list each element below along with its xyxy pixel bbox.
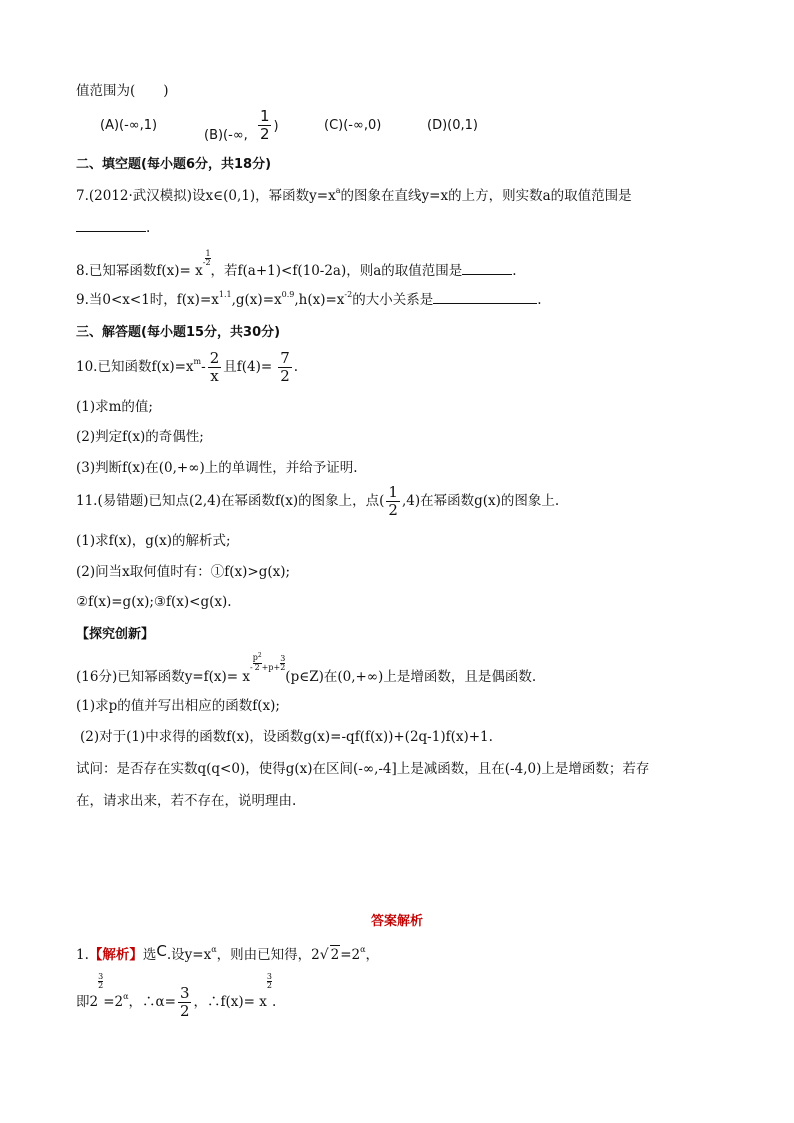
question-text: 8.已知幂函数f(x)= x bbox=[76, 263, 203, 279]
question-10 bbox=[76, 350, 298, 386]
question-text: 10.已知函数f(x)=x bbox=[76, 359, 194, 375]
question-12-part-3-cont: 在，请求出来，若不存在，说明理由. bbox=[76, 793, 297, 809]
answer-text: 即2 bbox=[76, 994, 99, 1010]
question-text: ,h(x)=x bbox=[294, 292, 345, 308]
question-10-part-2: (2)判定f(x)的奇偶性; bbox=[76, 429, 204, 445]
question-text: 11.(易错题)已知点(2,4)在幂函数f(x)的图象上，点( bbox=[76, 493, 385, 509]
answer-text: ，∴f(x)= x bbox=[193, 994, 267, 1010]
exponent: 1.1 bbox=[218, 290, 232, 299]
fraction-one-half: $\frac{1}{2}$ bbox=[388, 483, 398, 519]
question-text: - bbox=[201, 359, 206, 375]
question-7 bbox=[76, 187, 632, 207]
question-8 bbox=[76, 249, 517, 280]
answer-text: =2 bbox=[103, 994, 124, 1010]
question-text: ，若f(a+1)<f(10-2a)，则a的取值范围是 bbox=[210, 263, 463, 279]
exponent: -2 bbox=[344, 290, 353, 299]
option-b bbox=[204, 108, 279, 143]
exponent: α bbox=[123, 992, 129, 1001]
question-11 bbox=[76, 484, 559, 519]
answer-text: 选 bbox=[142, 947, 157, 963]
question-text: 9.当0<x<1时，f(x)=x bbox=[76, 292, 219, 308]
question-text: ,4)在幂函数g(x)的图象上. bbox=[401, 493, 560, 509]
question-text: 值范围为( bbox=[76, 83, 136, 99]
analysis-tag: 【解析】 bbox=[88, 947, 143, 963]
answer-section-title: 答案解析 bbox=[370, 914, 423, 929]
question-7-answer-line bbox=[76, 219, 150, 237]
punctuation: . bbox=[293, 359, 299, 375]
question-10-part-1: (1)求m的值; bbox=[76, 399, 153, 415]
exponent-three-half: $\frac{3}{2}$ bbox=[266, 972, 272, 990]
sqrt-icon: √ bbox=[319, 947, 329, 963]
answer-choice: C bbox=[156, 942, 167, 960]
exponent: α bbox=[211, 945, 217, 954]
question-text: ) bbox=[163, 83, 169, 99]
answer-text: .设y=x bbox=[166, 947, 212, 963]
question-text: 的大小关系是 bbox=[352, 292, 434, 308]
option-b-close: ) bbox=[273, 119, 279, 134]
option-a: (A)(-∞,1) bbox=[100, 118, 158, 133]
section-heading-explore: 【探究创新】 bbox=[76, 627, 155, 642]
exponent-neg-half: - $\frac{1}{2}$ bbox=[202, 249, 211, 267]
punctuation: . bbox=[271, 994, 277, 1010]
exponent: m bbox=[193, 357, 202, 366]
option-c: (C)(-∞,0) bbox=[324, 118, 382, 133]
question-9 bbox=[76, 291, 542, 311]
question-11-part-3: ②f(x)=g(x);③f(x)<g(x). bbox=[76, 594, 232, 610]
question-11-part-1: (1)求f(x)，g(x)的解析式; bbox=[76, 533, 231, 549]
question-text: (p∈Z)在(0,+∞)上是增函数，且是偶函数. bbox=[285, 669, 537, 685]
answer-blank[interactable] bbox=[76, 219, 146, 232]
fraction-three-half: $\frac{3}{2}$ bbox=[179, 984, 190, 1020]
exponent-expression: - $\frac{p^2}{2}$ +p+ $\frac{3}{2}$ bbox=[250, 652, 286, 672]
question-text: 且f(4)= bbox=[223, 359, 273, 375]
question-6-tail bbox=[76, 82, 169, 100]
fraction-one-half: $\frac{1}{2}$ bbox=[259, 107, 270, 143]
question-12 bbox=[76, 652, 537, 686]
answer-text: ，则由已知得，2 bbox=[216, 947, 320, 963]
question-12-part-1: (1)求p的值并写出相应的函数f(x); bbox=[76, 698, 280, 714]
question-text: 7.(2012·武汉模拟)设x∈(0,1)，幂函数y=x bbox=[76, 188, 336, 204]
question-11-part-2: (2)问当x取何值时有：①f(x)>g(x); bbox=[76, 564, 291, 580]
answer-number: 1. bbox=[76, 947, 89, 963]
punctuation: . bbox=[512, 263, 517, 279]
question-text: (16分)已知幂函数y=f(x)= x bbox=[76, 669, 251, 685]
option-d: (D)(0,1) bbox=[427, 118, 478, 133]
question-12-part-3: 试问：是否存在实数q(q<0)，使得g(x)在区间(-∞,-4]上是减函数，且在(-4,0)上是增函数；若存 bbox=[76, 761, 650, 777]
sqrt-radicand: 2 bbox=[330, 947, 340, 963]
question-10-part-3: (3)判断f(x)在(0,+∞)上的单调性，并给予证明. bbox=[76, 460, 358, 476]
exponent: α bbox=[360, 945, 366, 954]
question-12-part-2: (2)对于(1)中求得的函数f(x)，设函数g(x)=-qf(f(x))+(2q-1)f(x)+1. bbox=[80, 729, 493, 745]
section-heading-solve: 三、解答题(每小题15分，共30分) bbox=[76, 325, 281, 340]
answer-1-line-2 bbox=[76, 972, 277, 1021]
answer-text: ，∴α= bbox=[128, 994, 176, 1010]
exponent-three-half: $\frac{3}{2}$ bbox=[98, 972, 104, 990]
punctuation: . bbox=[146, 220, 151, 236]
section-heading-fill-in: 二、填空题(每小题6分，共18分) bbox=[76, 157, 272, 172]
option-b-text: (B)(-∞, bbox=[204, 128, 248, 143]
question-text: 的图象在直线y=x的上方，则实数a的取值范围是 bbox=[340, 188, 632, 204]
punctuation: . bbox=[537, 292, 542, 308]
fraction-seven-half: $\frac{7}{2}$ bbox=[280, 349, 290, 385]
answer-blank[interactable] bbox=[462, 262, 512, 275]
answer-blank[interactable] bbox=[433, 291, 537, 304]
fraction-two-over-x: $\frac{2}{x}$ bbox=[209, 349, 220, 385]
exponent: 0.9 bbox=[281, 290, 295, 299]
answer-text: =2 bbox=[340, 947, 361, 963]
answer-text: ， bbox=[365, 947, 380, 963]
exponent: a bbox=[335, 186, 341, 195]
answer-1-line-1 bbox=[76, 942, 380, 966]
question-text: ,g(x)=x bbox=[231, 292, 282, 308]
